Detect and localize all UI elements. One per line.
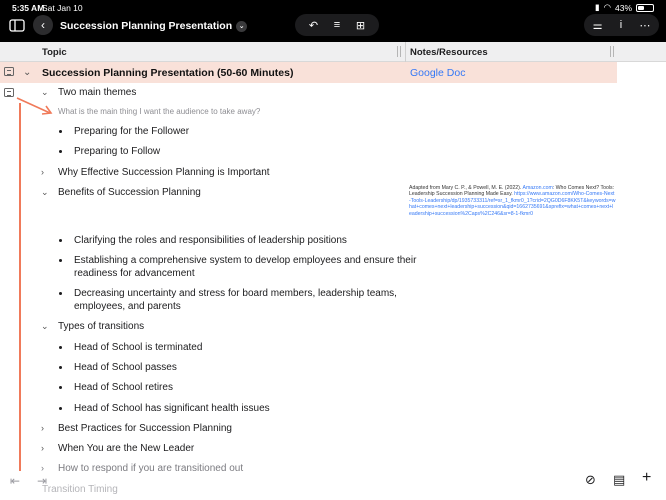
citation-text: Adapted from Mary C. P., & Powell, M. E. (2022). — [409, 185, 522, 191]
note-button[interactable]: ▤ — [613, 472, 626, 487]
bullet-icon — [59, 407, 62, 410]
chevron-right-icon[interactable]: › — [41, 463, 44, 473]
citation-link[interactable]: Amazon.com — [522, 185, 553, 191]
chevron-down-icon[interactable]: ⌄ — [23, 67, 32, 78]
more-button[interactable]: ⋯ — [639, 19, 651, 32]
filter-button[interactable]: ≡ — [333, 19, 341, 31]
back-icon: ‹ — [41, 18, 45, 32]
back-button[interactable] — [33, 15, 53, 35]
google-doc-link[interactable]: Google Doc — [410, 67, 466, 79]
arrow-annotation — [14, 96, 54, 118]
list-item[interactable]: Head of School is terminated — [74, 342, 203, 353]
bullet-icon — [59, 259, 62, 262]
bullet-icon — [59, 346, 62, 349]
status-bar — [0, 0, 666, 14]
column-resize-handle[interactable] — [610, 46, 614, 57]
outdent-button[interactable]: ⇤ — [10, 474, 21, 488]
add-note-button[interactable]: ⊞ — [355, 19, 366, 32]
list-item[interactable]: When You are the New Leader — [58, 443, 195, 454]
bullet-icon — [59, 150, 62, 153]
indent-button[interactable]: ⇥ — [37, 474, 48, 488]
list-item[interactable]: Clarifying the roles and responsibilities of leadership positions — [74, 235, 347, 246]
bullet-icon — [59, 366, 62, 369]
undo-button[interactable]: ↶ — [308, 19, 319, 32]
battery-percent: 43% — [614, 2, 632, 13]
signal-icon: ▮ — [594, 2, 600, 12]
right-toolbar — [584, 14, 659, 36]
chevron-down-icon[interactable]: ⌄ — [41, 321, 49, 331]
citation-text: : Who Comes Next? Tools: Leadership Succession Planning Made Easy. — [409, 185, 615, 198]
chevron-right-icon[interactable]: › — [41, 443, 44, 453]
document-title: Succession Planning Presentation — [60, 20, 233, 32]
title-row-label: Succession Planning Presentation (50-60 Minutes) — [42, 67, 294, 79]
title-row[interactable] — [0, 62, 617, 83]
column-resize-handle[interactable] — [397, 46, 401, 57]
bullet-icon — [59, 239, 62, 242]
list-item[interactable]: Two main themes — [58, 87, 137, 98]
info-button[interactable]: i — [619, 19, 623, 31]
top-bar — [0, 0, 666, 42]
column-topic[interactable]: Topic — [42, 47, 67, 58]
battery-icon — [636, 4, 654, 12]
chevron-down-icon[interactable]: ⌄ — [41, 87, 49, 97]
chevron-right-icon[interactable]: › — [41, 167, 44, 177]
column-header — [0, 42, 666, 62]
list-item[interactable]: Transition Timing — [42, 484, 118, 495]
hierarchy-line — [19, 103, 21, 471]
chevron-right-icon[interactable]: › — [41, 423, 44, 433]
status-date: Sat Jan 10 — [42, 3, 83, 13]
attachment-button[interactable]: ⊘ — [585, 472, 596, 487]
list-item[interactable]: Decreasing uncertainty and stress for board members, leadership teams, — [74, 288, 397, 299]
bullet-icon — [59, 386, 62, 389]
bullet-icon — [59, 292, 62, 295]
note-icon[interactable] — [4, 88, 14, 97]
list-item[interactable]: Why Effective Succession Planning is Important — [58, 167, 270, 178]
sidebar-icon — [9, 19, 25, 32]
list-item[interactable]: Head of School retires — [74, 382, 173, 393]
list-item[interactable]: Benefits of Succession Planning — [58, 187, 201, 198]
column-notes[interactable]: Notes/Resources — [410, 47, 488, 58]
wifi-icon: ◠ — [603, 2, 611, 12]
status-time: 5:35 AM — [12, 3, 45, 13]
list-item[interactable]: Head of School passes — [74, 362, 177, 373]
status-right — [595, 2, 654, 13]
list-item-continued: readiness for advancement — [74, 268, 195, 279]
list-item-continued: employees, and parents — [74, 301, 181, 312]
item-note[interactable]: What is the main thing I want the audience to take away? — [58, 107, 261, 116]
settings-button[interactable]: ⚌ — [592, 19, 603, 32]
sidebar-toggle-button[interactable] — [8, 17, 26, 33]
citation-url-link[interactable]: https://www.amazon.com/Who-Comes-Next-Tools-Leadership/dp/1935733311/ref=sr_1_fkmr0_1?crid=2QG0D6F8KK5T&keywords=what+comes+next+leadership+succession&qid=1662735691&sprefix=what+comes+next+leadership+succession%2Caps%2C246&sr=8-1-fkmr0 — [409, 191, 616, 217]
document-title-button[interactable] — [60, 20, 247, 32]
list-item[interactable]: Head of School has significant health issues — [74, 403, 270, 414]
list-item[interactable]: Preparing for the Follower — [74, 126, 190, 137]
chevron-down-icon[interactable]: ⌄ — [41, 187, 49, 197]
center-toolbar — [295, 14, 379, 36]
citation-note — [409, 185, 616, 217]
list-item[interactable]: How to respond if you are transitioned out — [58, 463, 244, 474]
list-item[interactable]: Best Practices for Succession Planning — [58, 423, 232, 434]
add-row-button[interactable]: + — [642, 469, 652, 486]
list-item[interactable]: Establishing a comprehensive system to develop employees and ensure their — [74, 255, 417, 266]
list-item[interactable]: Types of transitions — [58, 321, 145, 332]
bullet-icon — [59, 130, 62, 133]
list-item[interactable]: Preparing to Follow — [74, 146, 161, 157]
column-divider — [405, 42, 406, 62]
note-icon[interactable] — [4, 67, 14, 76]
chevron-down-icon: ⌄ — [236, 21, 247, 32]
